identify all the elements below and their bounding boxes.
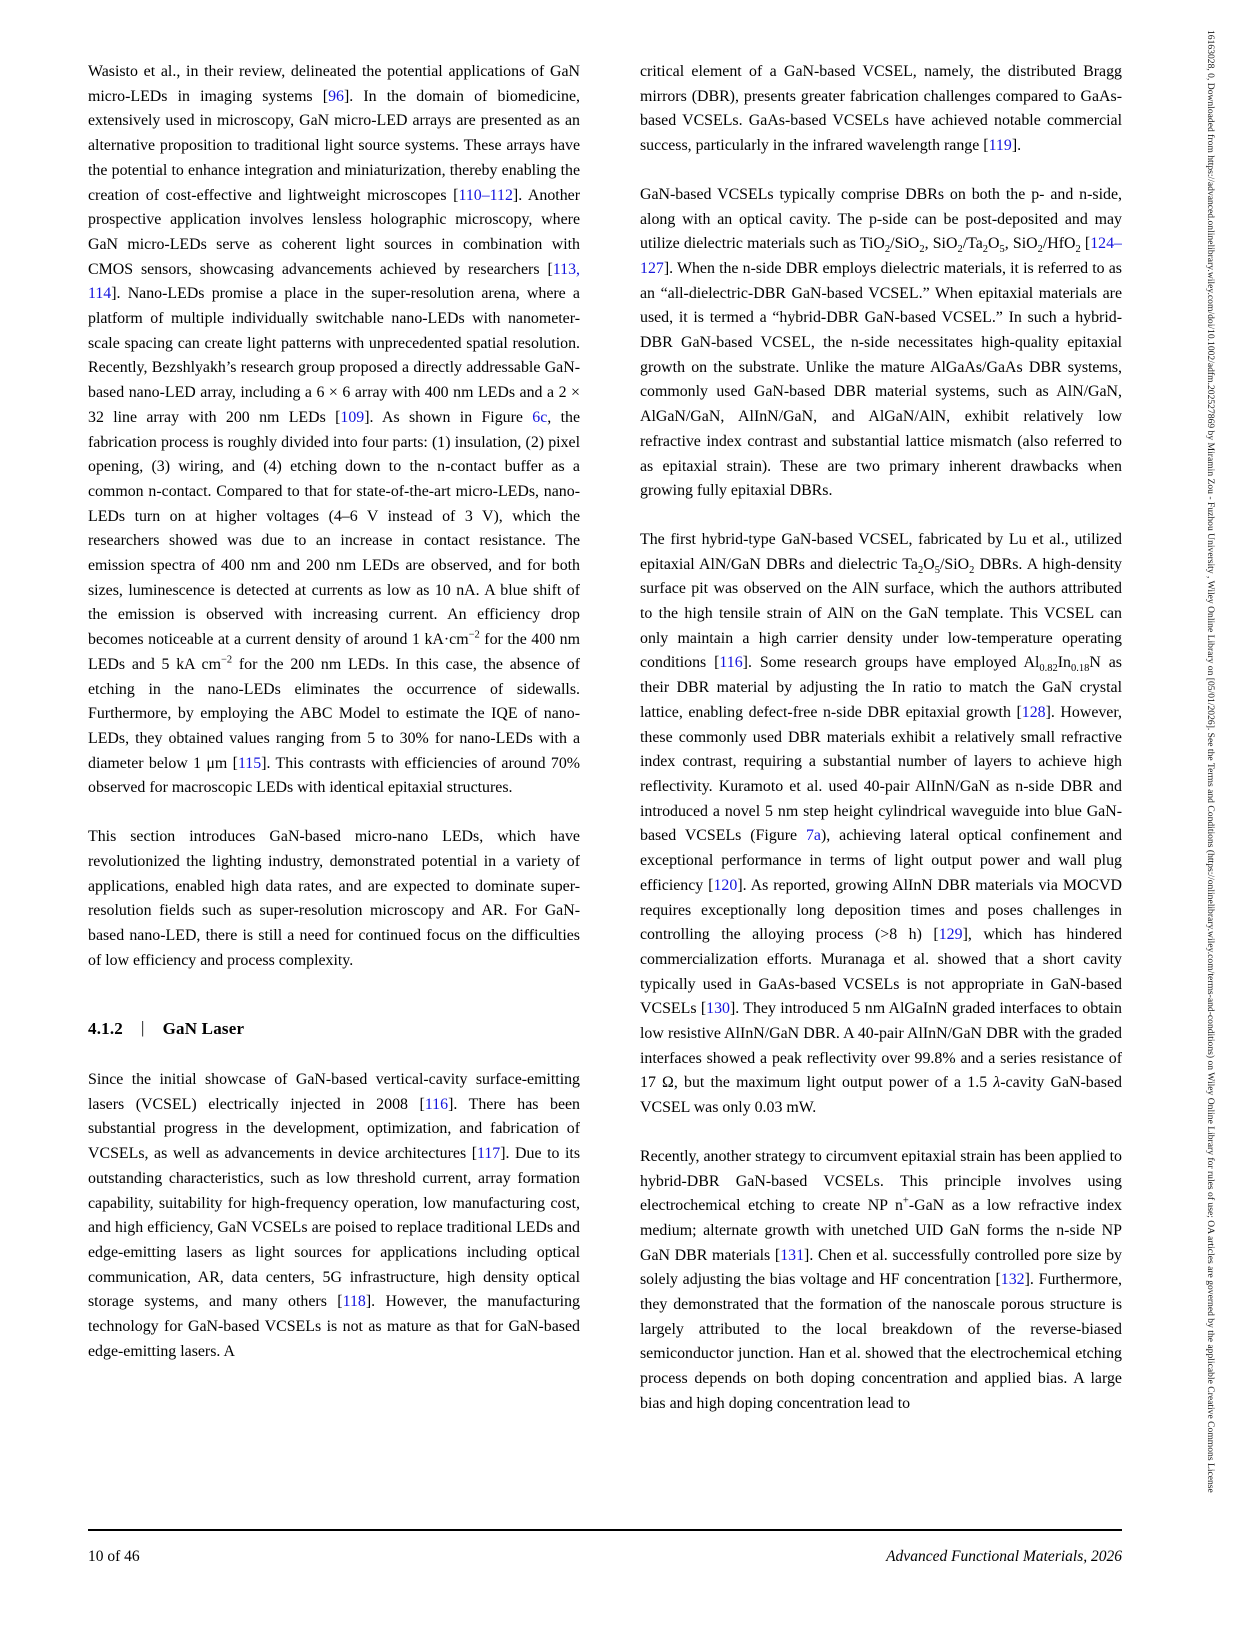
citation-link[interactable]: 116 <box>424 1095 449 1113</box>
section-number: 4.1.2 <box>88 1019 123 1039</box>
download-provenance-text: 16163028, 0, Downloaded from https://advanced.onlinelibrary.wiley.com/doi/10.1002/adfm.202527869 by Miramin Zou - Fuzhou University , Wiley Online Library on [05/01/2026]. See the Terms and Conditions (https://onlinelibrary.wiley.com/terms-and-conditions) on Wiley Online Library for rules of use; OA articles are governed by the applicable Creative Commons License <box>1205 30 1216 1493</box>
right-text-column <box>640 60 1122 1526</box>
citation-link[interactable]: 124–127 <box>640 235 1122 277</box>
citation-link[interactable]: 129 <box>938 926 963 944</box>
page-number: 10 of 46 <box>88 1548 140 1565</box>
paragraph: Since the initial showcase of GaN-based vertical-cavity surface-emitting lasers (VCSEL) electrically injected in 2008 [116]. There has been substantial progress in the development, optimization, and fabrication of VCSELs, as well as advancements in device architectures [117]. Due to its outstanding characteristics, such as low threshold current, array formation capability, suitability for high-frequency operation, low manufacturing cost, and high efficiency, GaN VCSELs are poised to replace traditional LEDs and edge-emitting lasers as light sources for applications including optical communication, AR, data centers, 5G infrastructure, high density optical storage systems, and many others [118]. However, the manufacturing technology for GaN-based VCSELs is not as mature as that for GaN-based edge-emitting lasers. A <box>88 1071 580 1360</box>
citation-link[interactable]: 132 <box>1000 1271 1025 1289</box>
footer-rule <box>88 1529 1122 1531</box>
citation-link[interactable]: 109 <box>340 408 365 426</box>
citation-link[interactable]: 113, 114 <box>88 260 580 303</box>
section-title: GaN Laser <box>162 1019 245 1039</box>
citation-link[interactable]: 128 <box>1021 703 1046 721</box>
citation-link[interactable]: 130 <box>706 1000 730 1018</box>
paragraph: Recently, another strategy to circumvent epitaxial strain has been applied to hybrid-DBR GaN-based VCSELs. This principle involves using electrochemical etching to create NP n+-GaN as a low refractive index medium; alternate growth with unetched UID GaN forms the n-side NP GaN DBR materials [131]. Chen et al. successfully controlled pore size by solely adjusting the bias voltage and HF concentration [132]. Furthermore, they demonstrated that the formation of the nanoscale porous structure is largely attributed to the local breakdown of the reverse-biased semiconductor junction. Han et al. showed that the electrochemical etching process depends on both doping concentration and applied bias. A large bias and high doping concentration lead to <box>640 1147 1122 1412</box>
citation-link[interactable]: 96 <box>328 87 344 105</box>
citation-link[interactable]: 120 <box>713 876 738 894</box>
citation-link[interactable]: 116 <box>719 654 743 672</box>
citation-link[interactable]: 119 <box>988 137 1012 155</box>
paragraph: GaN-based VCSELs typically comprise DBRs on both the p- and n-side, along with an optical cavity. The p-side can be post-deposited and may utilize dielectric materials such as TiO$_2$/SiO$_2$, $SiO_2/Ta_2O_5$, SiO$_2$/HfO$_2$ [124–127]. When the n-side DBR employs dielectric materials, it is referred to as an “all-dielectric-DBR GaN-based VCSEL.” When epitaxial materials are used, it is termed a “hybrid-DBR GaN-based VCSEL.” In such a hybrid-DBR GaN-based VCSEL, the n-side necessitates high-quality epitaxial growth on the substrate. Unlike the mature AlGaAs/GaAs DBR systems, commonly used GaN-based DBR material systems, such as AlN/GaN, AlGaN/GaN, AlInN/GaN, and AlGaN/AlN, exhibit relatively low refractive index contrast and substantial lattice mismatch (also referred to as epitaxial strain). These are two primary inherent drawbacks when growing fully epitaxial DBRs. <box>640 185 1122 500</box>
citation-link[interactable]: 6c <box>532 408 548 426</box>
citation-link[interactable]: 117 <box>477 1145 501 1163</box>
citation-link[interactable]: 118 <box>342 1293 366 1311</box>
heading-separator: | <box>141 1018 145 1038</box>
paragraph: The first hybrid-type GaN-based VCSEL, fabricated by Lu et al., utilized epitaxial AlN/GaN DBRs and dielectric $Ta_2O_5/SiO_2$ DBRs. A high-density surface pit was observed on the AlN surface, which the authors attributed to the high tensile strain of AlN on the GaN template. This VCSEL can only maintain a high carrier density under low-temperature operating conditions [116]. Some research groups have employed $Al_{0.82}In_{0.18}N$ as their DBR material by adjusting the In ratio to match the GaN crystal lattice, enabling defect-free n-side DBR epitaxial growth [128]. However, these commonly used DBR materials exhibit a relatively small refractive index contrast, requiring a substantial number of layers to achieve high reflectivity. Kuramoto et al. used 40-pair AlInN/GaN as n-side DBR and introduced a novel 5 nm step height cylindrical waveguide into blue GaN-based VCSELs (Figure 7a), achieving lateral optical confinement and exceptional performance in terms of light output power and wall plug efficiency [120]. As reported, growing AlInN DBR materials via MOCVD requires exceptionally long deposition times and poses challenges in controlling the alloying process (>8 h) [129], which has hindered commercialization efforts. Muranaga et al. showed that a short cavity typically used in GaAs-based VCSELs is not appropriate in GaN-based VCSELs [130]. They introduced 5 nm AlGaInN graded interfaces to obtain low resistive AlInN/GaN DBR. A 40-pair AlInN/GaN DBR with the graded interfaces showed a peak reflectivity over 99.8% and a series resistance of 17 Ω, but the maximum light output power of a 1.5 λ-cavity GaN-based VCSEL was only 0.03 mW. <box>640 530 1122 1117</box>
citation-link[interactable]: 131 <box>780 1246 805 1264</box>
paragraph: critical element of a GaN-based VCSEL, namely, the distributed Bragg mirrors (DBR), presents greater fabrication challenges compared to GaAs-based VCSELs. GaAs-based VCSELs have achieved notable commercial success, particularly in the infrared wavelength range [119]. <box>640 63 1122 155</box>
paragraph: Wasisto et al., in their review, delineated the potential applications of GaN micro-LEDs in imaging systems [96]. In the domain of biomedicine, extensively used in microscopy, GaN micro-LED arrays are presented as an alternative proposition to traditional light source systems. These arrays have the potential to enhance integration and miniaturization, thereby enabling the creation of cost-effective and lightweight microscopes [110–112]. Another prospective application involves lensless holographic microscopy, where GaN micro-LEDs serve as coherent light sources in combination with CMOS sensors, showcasing advancements achieved by researchers [113, 114]. Nano-LEDs promise a place in the super-resolution arena, where a platform of multiple individually switchable nano-LEDs with nanometer-scale spacing can create light patterns with unprecedented spatial resolution. Recently, Bezshlyakh’s research group proposed a directly addressable GaN-based nano-LED array, including a 6 × 6 array with 400 nm LEDs and a 2 × 32 line array with 200 nm LEDs [109]. As shown in Figure 6c, the fabrication process is roughly divided into four parts: (1) insulation, (2) pixel opening, (3) wiring, and (4) etching down to the n-contact buffer as a common n-contact. Compared to that for state-of-the-art micro-LEDs, nano-LEDs turn on at higher voltages (4–6 V instead of 3 V), which the researchers showed was due to an increase in contact resistance. The emission spectra of 400 nm and 200 nm LEDs are observed, and for both sizes, luminescence is detected at currents as low as 10 nA. A blue shift of the emission is observed with increasing current. An efficiency drop becomes noticeable at a current density of around 1 $kA\cdot cm^{-2}$ for the 400 nm LEDs and 5 kA $cm^{-2}$ for the 200 nm LEDs. In this case, the absence of etching in the nano-LEDs eliminates the occurrence of sidewalls. Furthermore, by employing the ABC Model to estimate the IQE of nano-LEDs, they obtained values ranging from 5 to 30% for nano-LEDs with a diameter below 1 μm [115]. This contrasts with efficiencies of around 70% observed for macroscopic LEDs with identical epitaxial structures. <box>88 63 580 797</box>
paragraph: This section introduces GaN-based micro-nano LEDs, which have revolutionized the lighting industry, demonstrated potential in a variety of applications, enabled high data rates, and are expected to dominate super-resolution fields such as super-resolution microscopy and AR. For GaN-based nano-LED, there is still a need for continued focus on the difficulties of low efficiency and process complexity. <box>88 828 580 969</box>
citation-link[interactable]: 7a <box>805 827 821 845</box>
citation-link[interactable]: 110–112 <box>458 186 513 204</box>
left-text-column <box>88 60 580 1526</box>
section-heading <box>88 1017 580 1042</box>
citation-link[interactable]: 115 <box>237 754 262 772</box>
journal-citation: Advanced Functional Materials, 2026 <box>886 1548 1122 1565</box>
